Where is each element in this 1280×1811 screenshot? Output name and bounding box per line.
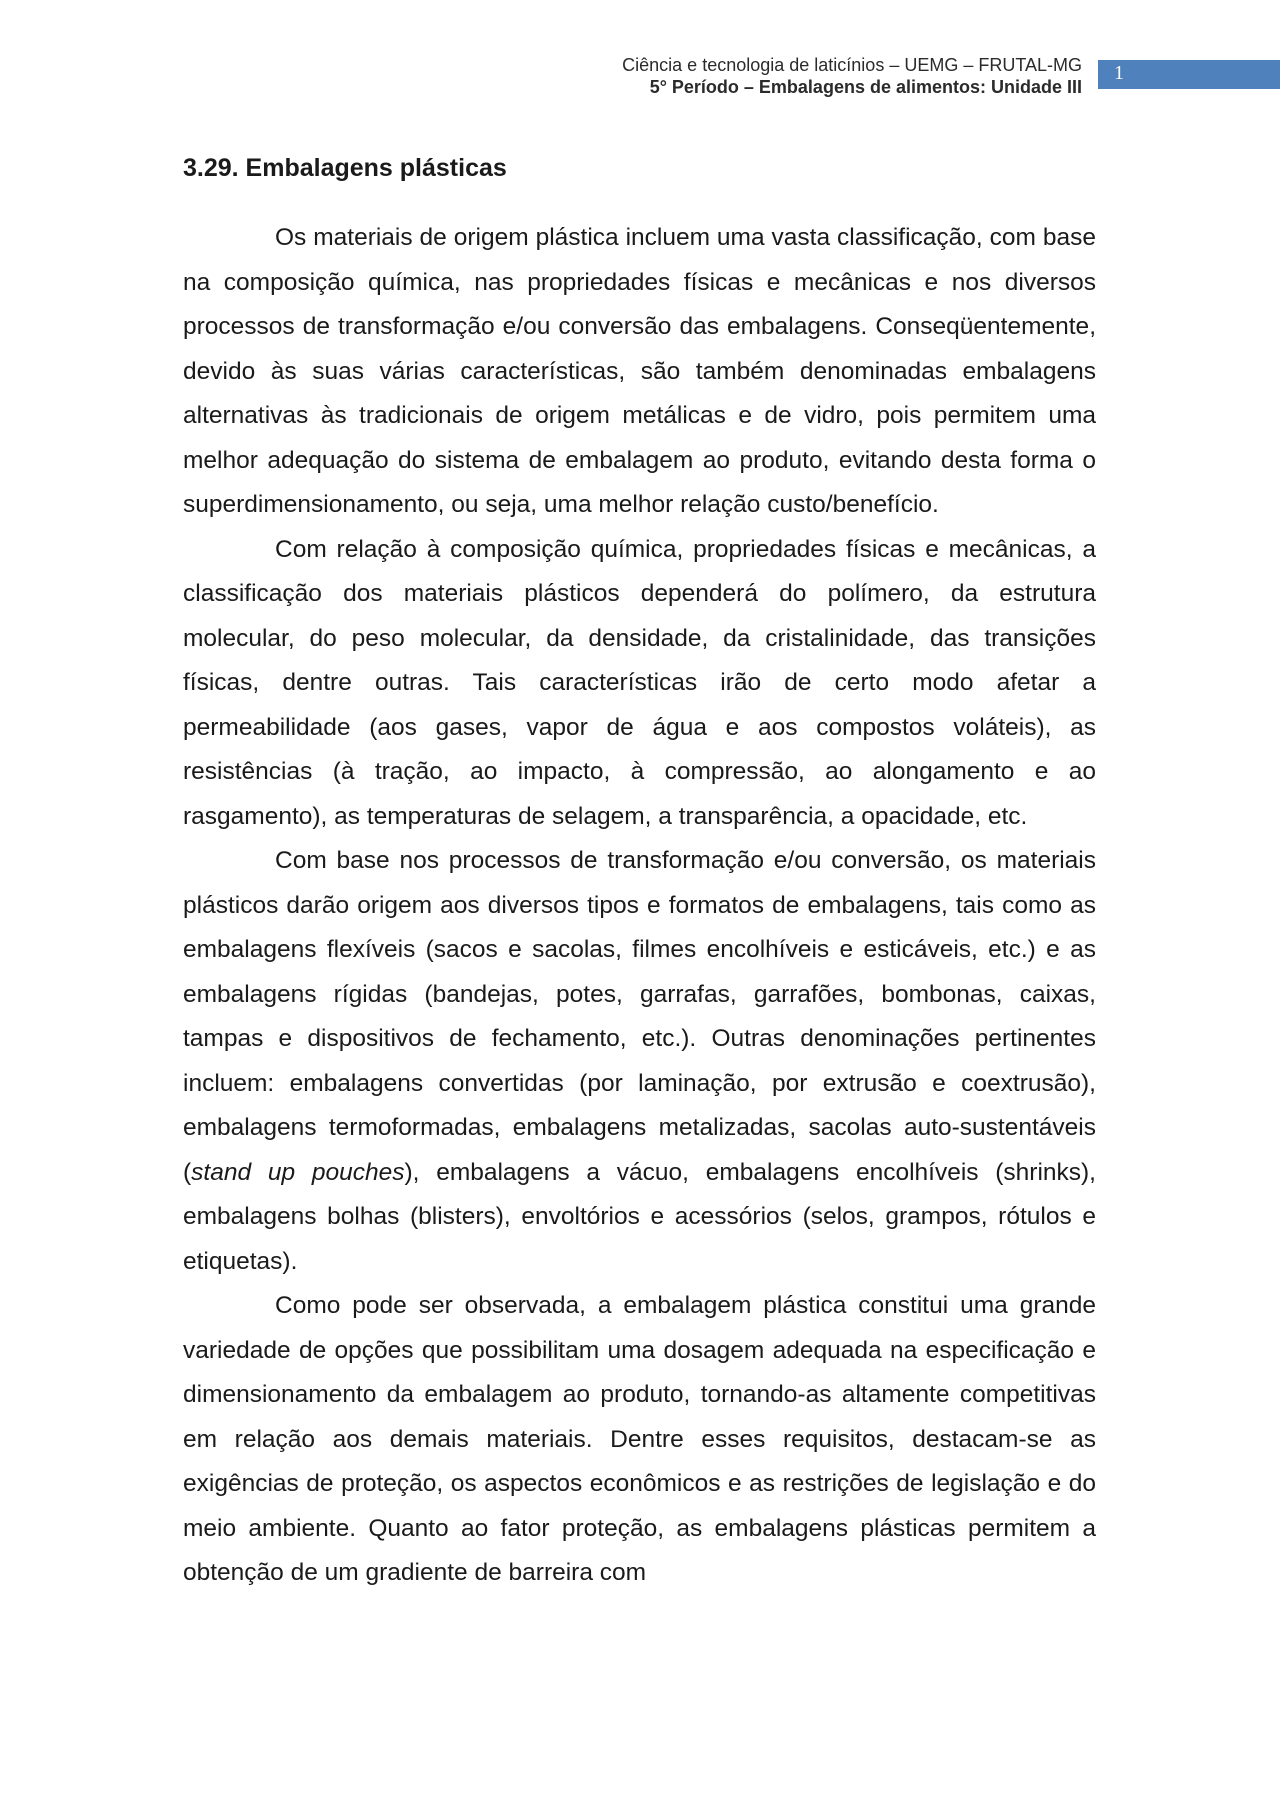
paragraph-3-italic-term: stand up pouches	[191, 1158, 405, 1186]
running-header	[622, 54, 1082, 98]
paragraph-2: Com relação à composição química, propriedades físicas e mecânicas, a classificação dos materiais plásticos dependerá do polímero, da estrutura molecular, do peso molecular, da densidade, da cristalinidade, das transições físicas, dentre outras. Tais características irão de certo modo afetar a permeabilidade (aos gases, vapor de água e aos compostos voláteis), as resistências (à tração, ao impacto, à compressão, ao alongamento e ao rasgamento), as temperaturas de selagem, a transparência, a opacidade, etc.	[183, 535, 1096, 830]
page-number-tab	[1098, 60, 1280, 89]
section-title: 3.29. Embalagens plásticas	[183, 154, 507, 182]
page-number: 1	[1114, 62, 1124, 84]
paragraph-1: Os materiais de origem plástica incluem uma vasta classificação, com base na composição química, nas propriedades físicas e mecânicas e nos diversos processos de transformação e/ou conversão das embalagens. Conseqüentemente, devido às suas várias características, são também denominadas embalagens alternativas às tradicionais de origem metálicas e de vidro, pois permitem uma melhor adequação do sistema de embalagem ao produto, evitando desta forma o superdimensionamento, ou seja, uma melhor relação custo/benefício.	[183, 224, 1096, 518]
header-course-line: Ciência e tecnologia de laticínios – UEMG – FRUTAL-MG	[622, 55, 1082, 75]
document-body	[183, 148, 1096, 1596]
paragraph-4: Como pode ser observada, a embalagem plástica constitui uma grande variedade de opções que possibilitam uma dosagem adequada na especificação e dimensionamento da embalagem ao produto, tornando-as altamente competitivas em relação aos demais materiais. Dentre esses requisitos, destacam-se as exigências de proteção, os aspectos econômicos e as restrições de legislação e do meio ambiente. Quanto ao fator proteção, as embalagens plásticas permitem a obtenção de um gradiente de barreira com	[183, 1292, 1096, 1586]
paragraph-3-text-before: Com base nos processos de transformação e/ou conversão, os materiais plásticos darão origem aos diversos tipos e formatos de embalagens, tais como as embalagens flexíveis (sacos e sacolas, filmes encolhíveis e esticáveis, etc.) e as embalagens rígidas (bandejas, potes, garrafas, garrafões, bombonas, caixas, tampas e dispositivos de fechamento, etc.). Outras denominações pertinentes incluem: embalagens convertidas (por laminação, por extrusão e coextrusão), embalagens termoformadas, embalagens metalizadas, sacolas auto-sustentáveis (	[183, 847, 1096, 1186]
header-unit-line: 5° Período – Embalagens de alimentos: Unidade III	[649, 77, 1082, 97]
paragraph-3	[183, 839, 1096, 1284]
paragraph-3-text-after: ), embalagens a vácuo, embalagens encolhíveis (shrinks), embalagens bolhas (blisters), envoltórios e acessórios (selos, grampos, rótulos e etiquetas).	[183, 1158, 1096, 1275]
